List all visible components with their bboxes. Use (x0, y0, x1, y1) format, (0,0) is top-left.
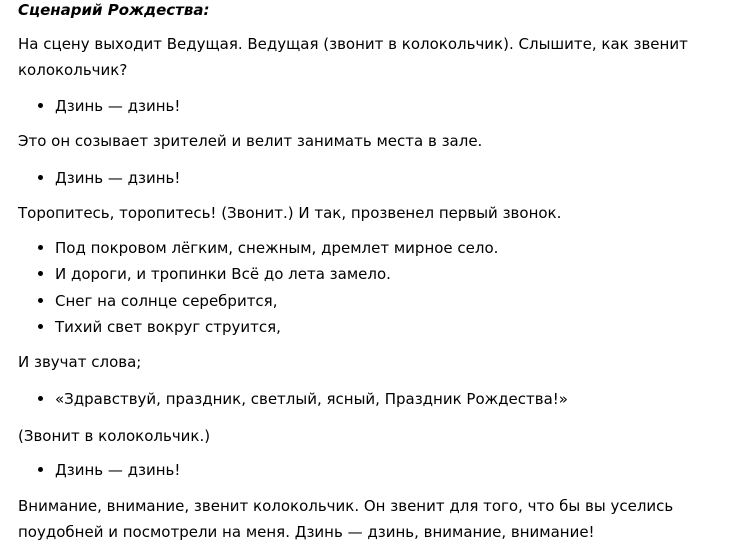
list-item (38, 317, 281, 337)
list-item (38, 96, 180, 116)
document-title: Сценарий Рождества: (18, 1, 210, 19)
list-item (38, 291, 277, 311)
paragraph-words: И звучат слова; (18, 353, 142, 371)
list-item-text: Тихий свет вокруг струится, (55, 318, 281, 336)
list-item (38, 389, 568, 409)
list-item-text: Дзинь — дзинь! (55, 169, 181, 187)
bullet-icon (38, 103, 43, 108)
list-item (38, 238, 498, 258)
bullet-icon (38, 298, 43, 303)
list-item-text: Снег на солнце серебрится, (55, 292, 278, 310)
bullet-icon (38, 467, 43, 472)
list-item-text: Под покровом лёгким, снежным, дремлет мирное село. (55, 239, 499, 257)
bullet-icon (38, 396, 43, 401)
paragraph-attention: Внимание, внимание, звенит колокольчик. Он звенит для того, что бы вы уселись поудобней и посмотрели на меня. Дзинь — дзинь, внимание, внимание! (18, 497, 674, 541)
paragraph-hurry: Торопитесь, торопитесь! (Звонит.) И так, прозвенел первый звонок. (18, 204, 562, 222)
bullet-icon (38, 175, 43, 180)
bullet-icon (38, 271, 43, 276)
paragraph-audience: Это он созывает зрителей и велит занимать места в зале. (18, 132, 483, 150)
list-item-text: Дзинь — дзинь! (55, 97, 181, 115)
paragraph-intro: На сцену выходит Ведущая. Ведущая (звонит в колокольчик). Слышите, как звенит колокольчик? (18, 35, 688, 79)
bullet-icon (38, 324, 43, 329)
list-item (38, 168, 180, 188)
list-item-text: И дороги, и тропинки Всё до лета замело. (55, 265, 391, 283)
paragraph-bell: (Звонит в колокольчик.) (18, 427, 211, 445)
list-item (38, 264, 391, 284)
bullet-icon (38, 245, 43, 250)
list-item-text: «Здравствуй, праздник, светлый, ясный, Праздник Рождества!» (55, 390, 568, 408)
list-item (38, 460, 180, 480)
list-item-text: Дзинь — дзинь! (55, 461, 181, 479)
